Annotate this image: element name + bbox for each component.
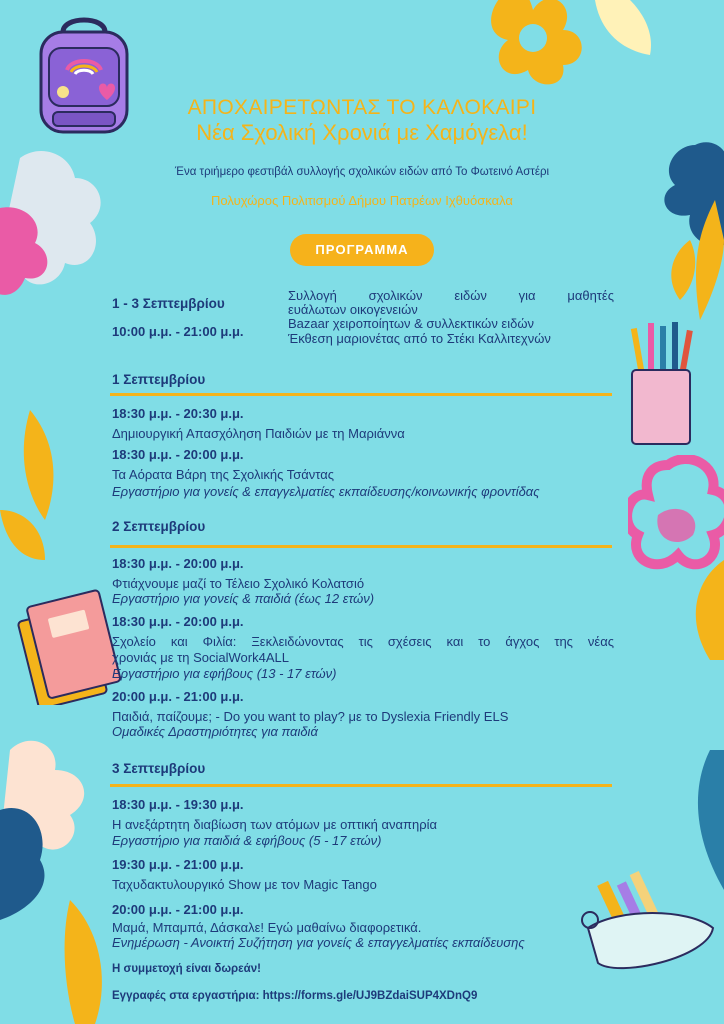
day-2-event-2-title-line-1: Σχολείο και Φιλία: Ξεκλειδώνοντας τις σχέσεις και το άγχος της νέας <box>112 634 614 649</box>
pencil-case-icon <box>578 868 718 980</box>
day-1-event-2-note: Εργαστήριο για γονείς & επαγγελματίες εκπαίδευσης/κοινωνικής φροντίδας <box>112 484 540 499</box>
bottom-left-yellow-leaf-icon <box>50 900 130 1024</box>
program-badge: ΠΡΟΓΡΑΜΜΑ <box>290 234 434 266</box>
day-2-event-2-title-line-2: χρονιάς με τη SocialWork4ALL <box>112 650 289 665</box>
intro-line-4: Έκθεση μαριονέτας από το Στέκι Καλλιτεχνών <box>288 331 551 346</box>
left-yellow-leaf-icon <box>0 410 80 570</box>
day-2-event-2-time: 18:30 μ.μ. - 20:00 μ.μ. <box>112 614 244 629</box>
day-2-event-3-time: 20:00 μ.μ. - 21:00 μ.μ. <box>112 689 244 704</box>
intro-time: 10:00 μ.μ. - 21:00 μ.μ. <box>112 324 244 339</box>
day-3-date: 3 Σεπτεμβρίου <box>112 761 206 776</box>
free-participation-note: Η συμμετοχή είναι δωρεάν! <box>112 963 261 975</box>
day-3-event-2-title: Ταχυδακτυλουργικό Show με τον Magic Tango <box>112 877 377 892</box>
day-3-event-1-title: Η ανεξάρτητη διαβίωση των ατόμων με οπτική αναπηρία <box>112 817 438 832</box>
day-2-date: 2 Σεπτεμβρίου <box>112 519 206 534</box>
top-right-flower-icon <box>478 0 588 85</box>
day-1-date: 1 Σεπτεμβρίου <box>112 372 206 387</box>
title-line-2: Νέα Σχολική Χρονιά με Χαμόγελα! <box>196 120 528 145</box>
notebook-icon <box>14 580 126 705</box>
registration-link[interactable]: Εγγραφές στα εργαστήρια: https://forms.gle/UJ9BZdaiSUP4XDnQ9 <box>112 990 478 1002</box>
day-3-divider <box>110 784 612 787</box>
intro-line-2: ευάλωτων οικογενειών <box>288 302 418 317</box>
day-2-event-1-time: 18:30 μ.μ. - 20:00 μ.μ. <box>112 556 244 571</box>
day-3-event-1-note: Εργαστήριο για παιδιά & εφήβους (5 - 17 ετών) <box>112 833 382 848</box>
day-3-event-3-note: Ενημέρωση - Ανοικτή Συζήτηση για γονείς & επαγγελματίες εκπαίδευσης <box>112 935 525 950</box>
day-1-event-1-time: 18:30 μ.μ. - 20:30 μ.μ. <box>112 406 244 421</box>
pencil-cup-icon <box>626 318 702 448</box>
bottom-left-flower-icon <box>0 720 95 920</box>
day-2-event-1-title: Φτιάχνουμε μαζί το Τέλειο Σχολικό Κολατσιό <box>112 576 365 591</box>
day-3-event-2-time: 19:30 μ.μ. - 21:00 μ.μ. <box>112 857 244 872</box>
day-3-event-3-title: Μαμά, Μπαμπά, Δάσκαλε! Εγώ μαθαίνω διαφορετικά. <box>112 920 422 935</box>
right-leaf-icon <box>665 560 724 660</box>
day-1-event-2-title: Τα Αόρατα Βάρη της Σχολικής Τσάντας <box>112 467 335 482</box>
intro-line-3: Bazaar χειροποίητων & συλλεκτικών ειδών <box>288 316 535 331</box>
day-2-event-3-note: Ομαδικές Δραστηριότητες για παιδιά <box>112 724 318 739</box>
intro-date: 1 - 3 Σεπτεμβρίου <box>112 296 225 311</box>
day-2-event-2-note: Εργαστήριο για εφήβους (13 - 17 ετών) <box>112 666 337 681</box>
right-pink-flower-icon <box>628 455 724 570</box>
top-right-leaf-icon <box>590 0 660 60</box>
right-yellow-leaf-icon <box>660 200 724 320</box>
day-1-event-1-title: Δημιουργική Απασχόληση Παιδιών με τη Μαριάννα <box>112 426 405 441</box>
title-line-1: ΑΠΟΧΑΙΡΕΤΩΝΤΑΣ ΤΟ ΚΑΛΟΚΑΙΡΙ <box>187 96 537 119</box>
day-1-event-2-time: 18:30 μ.μ. - 20:00 μ.μ. <box>112 447 244 462</box>
day-2-event-3-title: Παιδιά, παίζουμε; - Do you want to play? με το Dyslexia Friendly ELS <box>112 709 509 724</box>
day-2-event-1-note: Εργαστήριο για γονείς & παιδιά (έως 12 ετών) <box>112 591 375 606</box>
day-3-event-1-time: 18:30 μ.μ. - 19:30 μ.μ. <box>112 797 244 812</box>
subtitle: Ένα τριήμερο φεστιβάλ συλλογής σχολικών ειδών από Το Φωτεινό Αστέρι <box>174 166 550 178</box>
day-1-divider <box>110 393 612 396</box>
intro-line-1: Συλλογή σχολικών ειδών για μαθητές <box>288 288 614 303</box>
day-3-event-3-time: 20:00 μ.μ. - 21:00 μ.μ. <box>112 902 244 917</box>
venue: Πολυχώρος Πολιτισμού Δήμου Πατρέων Ιχθυόσκαλα <box>211 193 513 208</box>
day-2-divider <box>110 545 612 548</box>
